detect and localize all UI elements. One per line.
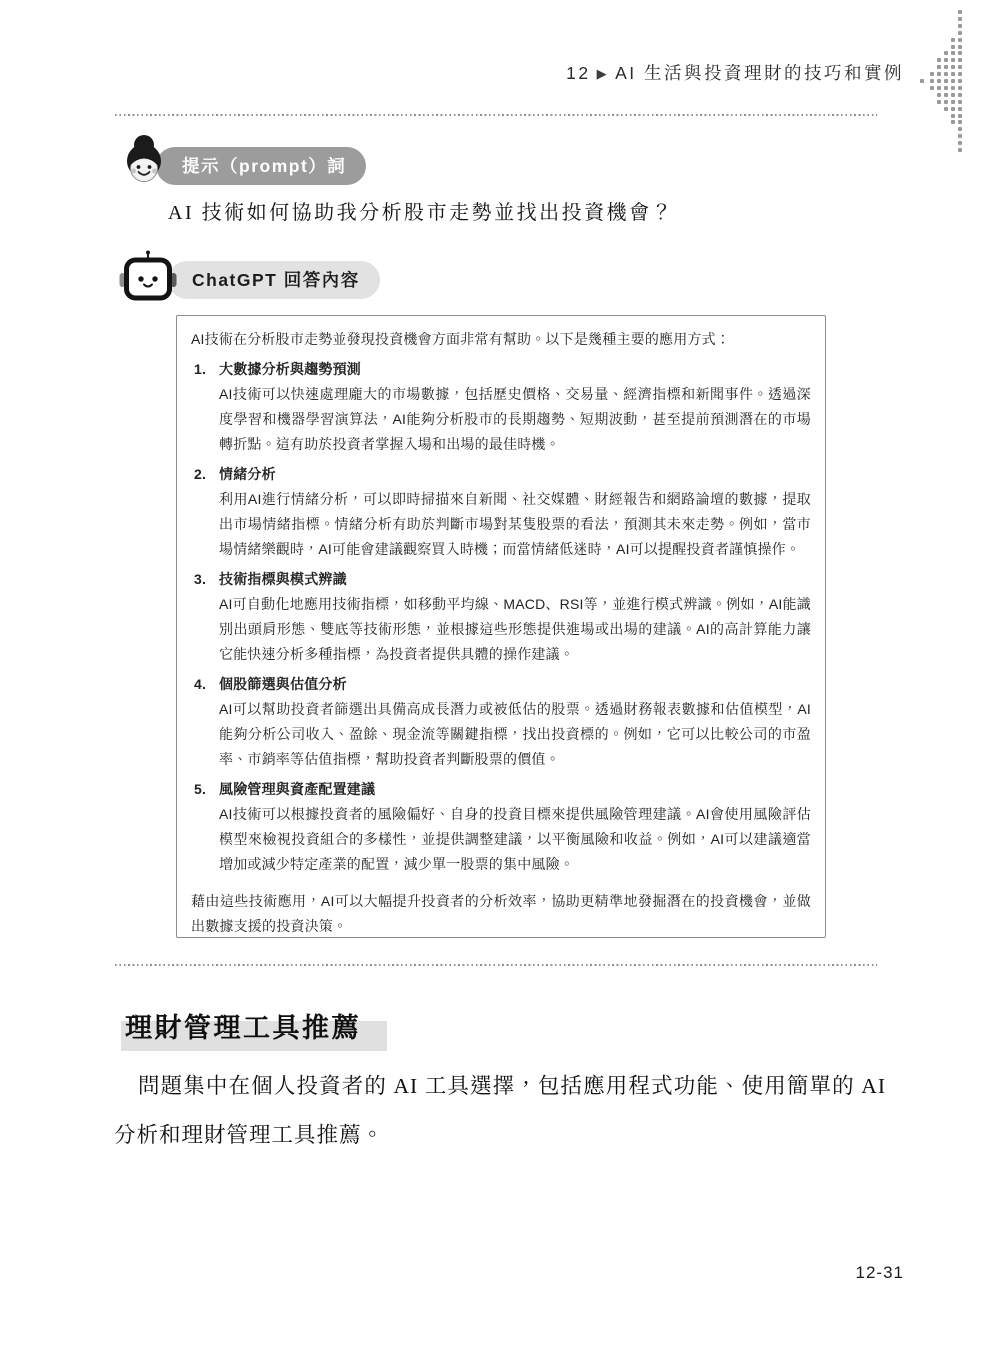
- dotted-separator-bottom: [115, 964, 877, 966]
- list-item-title: 大數據分析與趨勢預測: [219, 361, 361, 377]
- prompt-badge: [118, 134, 366, 197]
- answer-intro: AI技術在分析股市走勢並發現投資機會方面非常有幫助。以下是幾種主要的應用方式：: [191, 331, 731, 347]
- person-avatar-icon: [118, 134, 170, 197]
- list-item-title: 技術指標與模式辨識: [219, 571, 347, 587]
- section-heading-text: 理財管理工具推薦: [125, 1013, 361, 1043]
- list-item-body: AI技術可以根據投資者的風險偏好、自身的投資目標來提供風險管理建議。AI會使用風險評估模型來檢視投資組合的多樣性，並提供調整建議，以平衡風險和收益。例如，AI可以建議適當增加或減少特定產業的配置，減少單一股票的集中風險。: [219, 806, 811, 872]
- corner-dots-decoration: [912, 10, 964, 165]
- answer-badge-label: ChatGPT 回答內容: [168, 261, 380, 299]
- answer-list-item: [191, 777, 811, 877]
- list-item-body: 利用AI進行情緒分析，可以即時掃描來自新聞、社交媒體、財經報告和網路論壇的數據，提取出市場情緒指標。情緒分析有助於判斷市場對某隻股票的看法，預測其未來走勢。例如，當市場情緒樂觀時，AI可能會建議觀察買入時機；而當情緒低迷時，AI可以提醒投資者謹慎操作。: [219, 491, 811, 557]
- section-heading: [125, 1006, 361, 1045]
- tools-paragraph: 問題集中在個人投資者的 AI 工具選擇，包括應用程式功能、使用簡單的 AI 分析和理財管理工具推薦。: [114, 1074, 886, 1147]
- list-item-title: 個股篩選與估值分析: [219, 676, 347, 692]
- dotted-separator-top: [115, 114, 877, 116]
- answer-list-item: [191, 357, 811, 457]
- list-item-body: AI可自動化地應用技術指標，如移動平均線、MACD、RSI等，並進行模式辨識。例如，AI能識別出頭肩形態、雙底等技術形態，並根據這些形態提供進場或出場的建議。AI的高計算能力讓它能快速分析多種指標，為投資者提供具體的操作建議。: [219, 596, 811, 662]
- chapter-title: AI 生活與投資理財的技巧和實例: [615, 63, 904, 83]
- answer-list-item: [191, 567, 811, 667]
- chapter-arrow-icon: ▶: [596, 66, 610, 81]
- list-item-number: 1.: [194, 361, 207, 377]
- list-item-number: 5.: [194, 781, 207, 797]
- answer-badge: [118, 249, 380, 310]
- list-item-body: AI技術可以快速處理龐大的市場數據，包括歷史價格、交易量、經濟指標和新聞事件。透過深度學習和機器學習演算法，AI能夠分析股市的長期趨勢、短期波動，甚至提前預測潛在的市場轉折點。這有助於投資者掌握入場和出場的最佳時機。: [219, 386, 811, 452]
- robot-icon: [118, 249, 178, 310]
- answer-list: [191, 357, 811, 877]
- prompt-text: AI 技術如何協助我分析股市走勢並找出投資機會？: [168, 202, 675, 224]
- chapter-header: [566, 60, 904, 85]
- answer-list-item: [191, 462, 811, 562]
- chatgpt-answer-box: [176, 315, 826, 938]
- list-item-number: 3.: [194, 571, 207, 587]
- page-number: 12-31: [855, 1263, 904, 1282]
- list-item-title: 風險管理與資產配置建議: [219, 781, 376, 797]
- prompt-badge-label: 提示（prompt）詞: [156, 147, 366, 185]
- answer-list-item: [191, 672, 811, 772]
- list-item-number: 2.: [194, 466, 207, 482]
- list-item-number: 4.: [194, 676, 207, 692]
- chapter-number: 12: [566, 63, 591, 83]
- answer-closing: 藉由這些技術應用，AI可以大幅提升投資者的分析效率，協助更精準地發掘潛在的投資機會，並做出數據支援的投資決策。: [191, 893, 811, 934]
- list-item-body: AI可以幫助投資者篩選出具備高成長潛力或被低估的股票。透過財務報表數據和估值模型，AI能夠分析公司收入、盈餘、現金流等關鍵指標，找出投資標的。例如，它可以比較公司的市盈率、市銷率等估值指標，幫助投資者判斷股票的價值。: [219, 701, 811, 767]
- list-item-title: 情緒分析: [219, 466, 276, 482]
